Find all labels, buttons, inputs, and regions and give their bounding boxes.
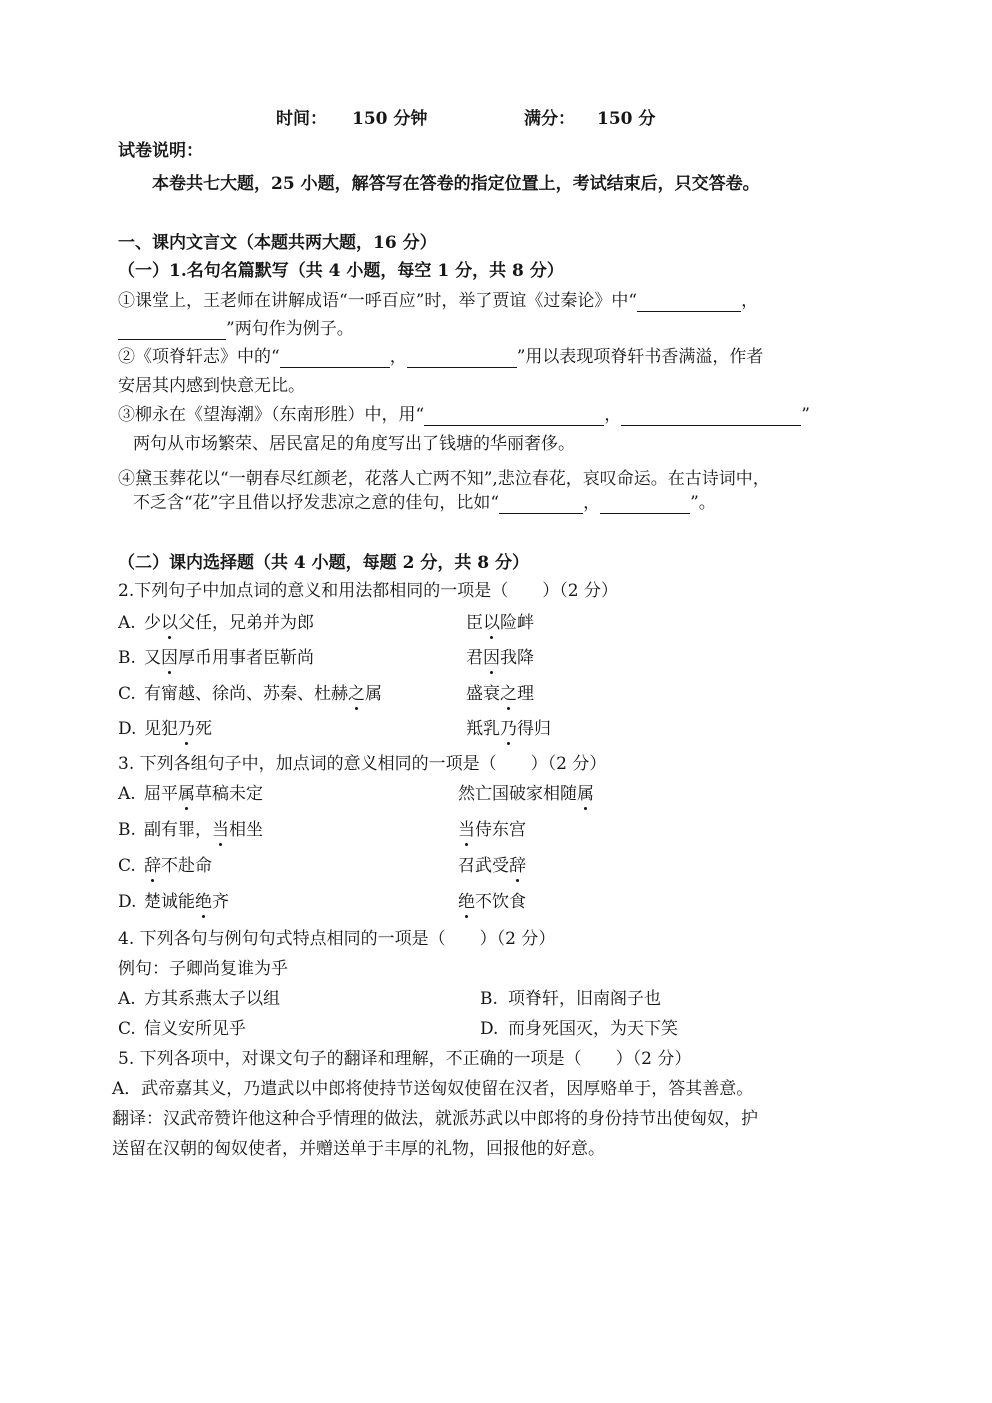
dotted-word: 当	[212, 820, 229, 840]
example-sentence: 例句：子卿尚复谁为乎	[118, 959, 288, 979]
option-left: 副有罪，当相坐	[144, 820, 263, 840]
option-left: 见犯乃死	[144, 719, 212, 739]
option-label: D.	[118, 719, 137, 739]
option-label: A.	[118, 613, 136, 633]
option-left: 有甯越、徐尚、苏秦、杜赫之属	[144, 684, 382, 704]
dotted-word: 之	[500, 684, 517, 704]
q4-head: 不乏含“花”字且借以抒发悲凉之意的佳句，比如“	[133, 493, 500, 513]
option-right: 羝乳乃得归	[466, 719, 551, 739]
dotted-word: 辞	[509, 856, 526, 876]
dotted-word: 属	[577, 784, 594, 804]
part2-title: （二）课内选择题（共 4 小题，每题 2 分，共 8 分）	[118, 553, 529, 573]
q4-line1: ④黛玉葬花以“一朝春尽红颜老，花落人亡两不知”,悲泣春花，哀叹命运。在古诗词中，	[118, 469, 770, 489]
option-text: 而身死国灭，为天下笑	[508, 1019, 678, 1039]
q1-text: ①课堂上，王老师在讲解成语“一呼百应”时，举了贾谊《过秦论》中“	[118, 291, 638, 311]
dotted-word: 之	[348, 684, 365, 704]
translation-line2: 送留在汉朝的匈奴使者，并赠送单于丰厚的礼物，回报他的好意。	[112, 1139, 605, 1159]
option-label: C.	[118, 1019, 136, 1039]
q4-mid: ，	[583, 493, 601, 513]
option-right: 然亡国破家相随属	[458, 784, 594, 804]
option-a-sentence: A．武帝嘉其义，乃遣武以中郎将使持节送匈奴使留在汉者，因厚赂单于，答其善意。	[112, 1079, 754, 1099]
q2-mid: ，	[389, 347, 407, 367]
q3-mid: ，	[604, 405, 622, 425]
q1-line2	[118, 318, 354, 340]
option-text: 方其系燕太子以组	[144, 989, 280, 1009]
dotted-word: 以	[483, 613, 500, 633]
answer-blank[interactable]	[621, 407, 801, 426]
q3-head: ③柳永在《望海潮》（东南形胜）中，用“	[118, 405, 425, 425]
answer-blank[interactable]	[499, 495, 583, 514]
score-label: 满分：	[524, 109, 575, 129]
option-right: 盛衰之理	[466, 684, 534, 704]
option-right: 绝不饮食	[458, 892, 526, 912]
q1-line1	[118, 290, 758, 312]
q1-tail: ”两句作为例子。	[226, 319, 354, 339]
question-stem: 3. 下列各组句子中，加点词的意义相同的一项是（ ）（2 分）	[118, 754, 607, 774]
part1-title: （一）1.名句名篇默写（共 4 小题，每空 1 分，共 8 分）	[118, 261, 564, 281]
option-row	[118, 612, 136, 634]
q3-line2: 两句从市场繁荣、居民富足的角度写出了钱塘的华丽奢侈。	[133, 434, 575, 454]
option-left: 屈平属草稿未定	[144, 784, 263, 804]
answer-blank[interactable]	[118, 321, 226, 340]
option-right: 臣以险衅	[466, 613, 534, 633]
q2-head: ②《项脊轩志》中的“	[118, 347, 280, 367]
score-value: 150 分	[597, 109, 656, 129]
answer-blank[interactable]	[407, 349, 517, 368]
dotted-word: 当	[458, 820, 475, 840]
dotted-word: 因	[483, 648, 500, 668]
q2-line1	[118, 346, 763, 368]
answer-blank[interactable]	[600, 495, 690, 514]
option-label: D.	[118, 892, 137, 912]
translation-line1: 翻译：汉武帝赞许他这种合乎情理的做法，就派苏武以中郎将的身份持节出使匈奴，护	[112, 1109, 758, 1129]
option-right: 当侍东宫	[458, 820, 526, 840]
dotted-word: 乃	[178, 719, 195, 739]
section-title: 一、课内文言文（本题共两大题，16 分）	[118, 233, 437, 253]
time-label: 时间：	[276, 109, 327, 129]
q2-tail: ”用以表现项脊轩书香满溢，作者	[516, 347, 764, 367]
option-text: 信义安所见乎	[144, 1019, 246, 1039]
instructions-text: 本卷共七大题，25 小题，解答写在答卷的指定位置上，考试结束后，只交答卷。	[152, 174, 760, 194]
answer-blank[interactable]	[637, 293, 741, 312]
option-label: B.	[480, 989, 498, 1009]
option-left: 又因厚币用事者臣靳尚	[144, 648, 314, 668]
option-right: 召武受辞	[458, 856, 526, 876]
question-stem: 4. 下列各句与例句句式特点相同的一项是（ ）（2 分）	[118, 929, 556, 949]
q1-comma: ，	[741, 291, 759, 311]
option-label: A.	[118, 989, 136, 1009]
option-label: C.	[118, 856, 136, 876]
option-left: 楚诚能绝齐	[144, 892, 229, 912]
answer-blank[interactable]	[280, 349, 390, 368]
dotted-word: 因	[161, 648, 178, 668]
q3-line1	[118, 404, 810, 426]
option-left: 辞不赴命	[144, 856, 212, 876]
answer-blank[interactable]	[424, 407, 604, 426]
option-label: B.	[118, 648, 136, 668]
option-label: D.	[480, 1019, 499, 1039]
option-label: C.	[118, 684, 136, 704]
dotted-word: 属	[178, 784, 195, 804]
dotted-word: 绝	[458, 892, 475, 912]
dotted-word: 以	[161, 613, 178, 633]
option-text: 项脊轩，旧南阁子也	[508, 989, 661, 1009]
dotted-word: 辞	[144, 856, 161, 876]
q3-tail: ”	[801, 405, 810, 425]
instructions-title: 试卷说明：	[118, 141, 203, 161]
option-right: 君因我降	[466, 648, 534, 668]
q4-line2	[133, 492, 716, 514]
time-value: 150 分钟	[352, 109, 428, 129]
option-label: B.	[118, 820, 136, 840]
option-label: A.	[118, 784, 136, 804]
dotted-word: 绝	[195, 892, 212, 912]
q2-line2: 安居其内感到快意无比。	[118, 376, 305, 396]
option-left: 少以父任，兄弟并为郎	[144, 613, 314, 633]
dotted-word: 乃	[500, 719, 517, 739]
question-stem: 2.下列句子中加点词的意义和用法都相同的一项是（ ）（2 分）	[118, 581, 618, 601]
q4-tail: ”。	[690, 493, 716, 513]
question-stem: 5. 下列各项中，对课文句子的翻译和理解，不正确的一项是（ ）（2 分）	[118, 1049, 692, 1069]
